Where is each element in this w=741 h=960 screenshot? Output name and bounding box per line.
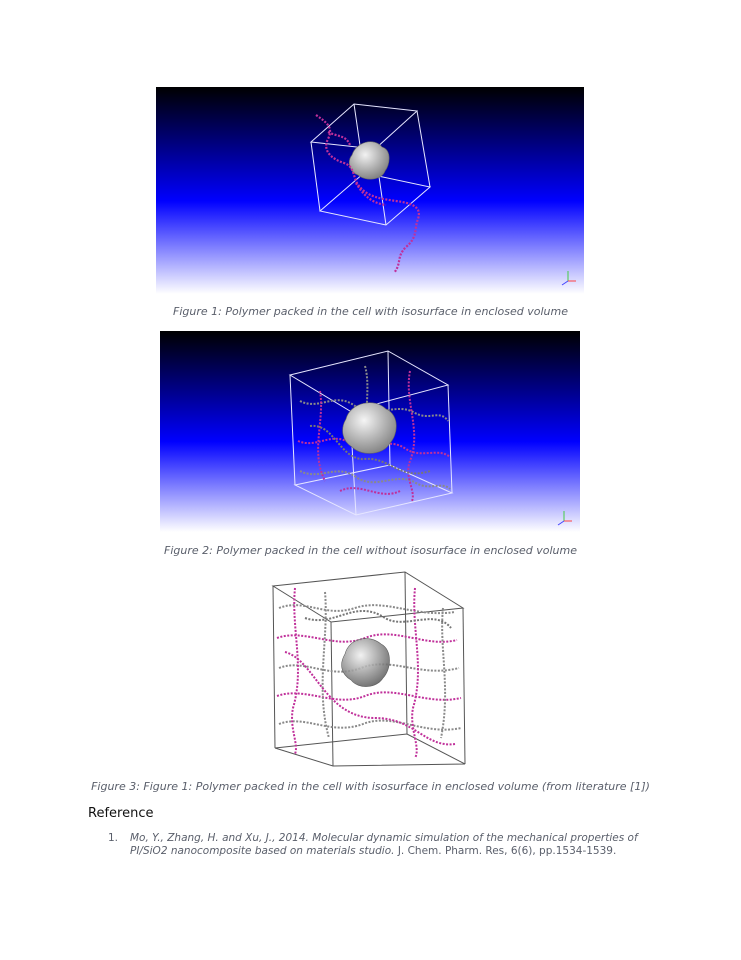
figure-1-image bbox=[156, 87, 584, 294]
figure-3-render bbox=[265, 568, 470, 768]
figure-2-caption: Figure 2: Polymer packed in the cell without isosurface in enclosed volume bbox=[164, 544, 577, 557]
isosurface-blob bbox=[343, 403, 397, 454]
figure-1-caption: Figure 1: Polymer packed in the cell with isosurface in enclosed volume bbox=[173, 305, 568, 318]
reference-journal: J. Chem. Pharm. Res, 6(6), pp.1534-1539. bbox=[394, 845, 617, 857]
figure-2-render bbox=[160, 331, 580, 532]
reference-number: 1. bbox=[108, 832, 119, 844]
reference-item bbox=[108, 832, 668, 858]
figure-3-caption: Figure 3: Figure 1: Polymer packed in the cell with isosurface in enclosed volume (from literature [1]) bbox=[91, 780, 650, 793]
reference-text: Mo, Y., Zhang, H. and Xu, J., 2014. Molecular dynamic simulation of the mechanical properties of PI/SiO2 nanocomposite based on materials studio. bbox=[130, 832, 638, 857]
reference-list bbox=[108, 832, 668, 858]
figure-3-image bbox=[265, 568, 470, 768]
figure-1-render bbox=[156, 87, 584, 294]
figure-2-image bbox=[160, 331, 580, 532]
reference-heading: Reference bbox=[88, 806, 154, 821]
